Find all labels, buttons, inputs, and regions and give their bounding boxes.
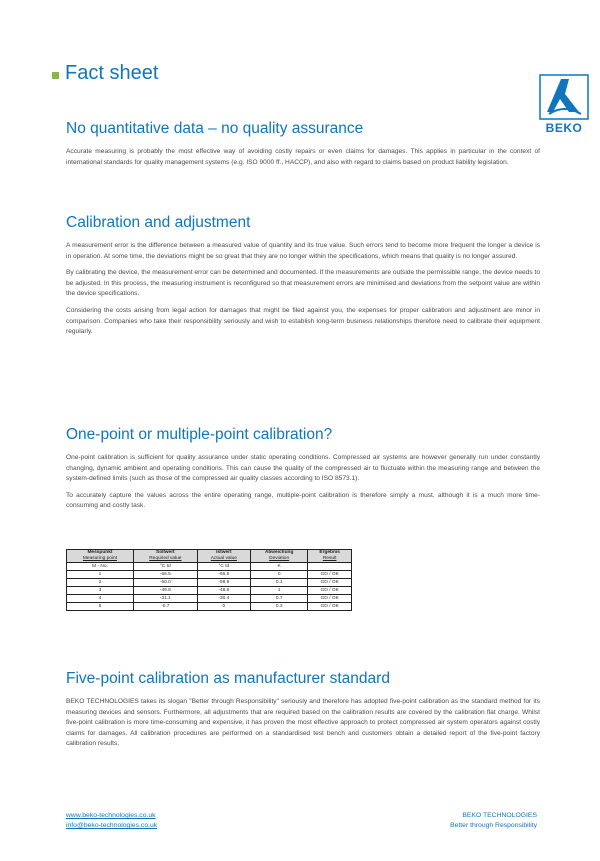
section-paragraph: To accurately capture the values across the entire operating range, multiple-point calibration is therefore simply a must, although it is a much more time-consuming and costly task. [66, 491, 540, 510]
table-cell: 3 [67, 587, 134, 595]
section-heading: One-point or multiple-point calibration? [66, 426, 333, 443]
company-slogan: Better through Responsibility [450, 822, 537, 829]
table-cell: 0.7 [250, 595, 307, 603]
table-cell: 5 [67, 603, 134, 611]
table-header-row [67, 550, 352, 563]
section-five-point-standard [66, 669, 540, 750]
email-link[interactable]: info@beko-technologies.co.uk [66, 822, 158, 829]
table-cell: GO / OK [308, 571, 352, 579]
section-paragraph: A measurement error is the difference between a measured value of quantity and its true value. Such errors tend to become more frequent the longer a device is in operation. At some time, the deviations might be so great that they are no longer within the specifications, which means that quality is no longer assured. [66, 242, 540, 260]
section-point-calibration [66, 425, 540, 512]
green-bullet-icon [52, 72, 59, 79]
section-quality-assurance [66, 119, 540, 168]
table-cell: -60.0 [133, 579, 197, 587]
table-header-cell: Istwert Actual value [197, 550, 250, 563]
website-link[interactable]: www.beko-technologies.co.uk [66, 812, 156, 819]
logo-text: BEKO [545, 121, 583, 135]
table-cell [308, 563, 352, 571]
section-paragraph: One-point calibration is sufficient for quality assurance under static operating conditions. Compressed air systems are however generally run under constantly changing, dynamic ambient and operating conditions. This can cause the quality of the compressed air to fluctuate within the measuring range and between the system-defined limits (such as those of the compressed air quality classes according to ISO 8573.1). [66, 454, 540, 483]
table-header-cell: Messpunkt Measuring point [67, 550, 134, 563]
table-row [67, 571, 352, 579]
table-row [67, 603, 352, 611]
section-heading: Five-point calibration as manufacturer standard [66, 670, 390, 687]
section-calibration-adjustment [66, 213, 540, 338]
table-cell: -66.5 [133, 571, 197, 579]
table-cell: 4 [67, 595, 134, 603]
table-cell: -30.4 [197, 595, 250, 603]
table-cell: 0.1 [250, 579, 307, 587]
table-row [67, 563, 352, 571]
table-cell: GO / OK [308, 587, 352, 595]
table-row [67, 595, 352, 603]
section-paragraph: By calibrating the device, the measurement error can be determined and documented. If the measurements are outside the permissible range, the device needs to be adjusted. In this process, the measuring instrument is reconfigured so that measurement errors are minimised and deviations from the setpoint value are within the device specifications. [66, 269, 540, 298]
section-paragraph: Considering the costs arising from legal action for damages that might be filed against you, the expenses for proper calibration and adjustment are minor in comparison. Companies who take their responsibility seriously and wish to establish long-term business relationships therefore need to calibrate their equipment regularly. [66, 306, 540, 336]
calibration-table [66, 549, 352, 611]
table-cell: 0 [250, 571, 307, 579]
footer-company [450, 811, 537, 831]
table-row [67, 579, 352, 587]
table-cell: 0 [197, 603, 250, 611]
table-cell: -66.5 [197, 571, 250, 579]
table-header-cell: Ergebnis Result [308, 550, 352, 563]
table-row [67, 587, 352, 595]
table-cell: 0.3 [250, 603, 307, 611]
table-header-cell: Abweichung Deviation [250, 550, 307, 563]
table-cell: -48.8 [197, 587, 250, 595]
table-cell: -59.9 [197, 579, 250, 587]
table-cell: K [250, 563, 307, 571]
beko-logo-icon [539, 74, 589, 120]
table-cell: 1 [250, 587, 307, 595]
section-paragraph: BEKO TECHNOLOGIES takes its slogan "Better through Responsibility" seriously and therefore has adopted five-point calibration as the standard method for its measuring devices and sensors. Furthermore, all adjustments that are required based on the calibration results are covered by the calibration flat charge. Whilst five-point calibration is more time-consuming and expensive, it has proven the most effective approach to protect compressed air system operators against costly claims for damages. All calibration procedures are performed on a standardised test bench and customers obtain a detailed report of the five-point factory calibration results. [66, 698, 540, 748]
table-cell: °C td [133, 563, 197, 571]
section-heading: No quantitative data – no quality assurance [66, 120, 364, 137]
beko-logo [539, 74, 589, 136]
footer-contact [66, 811, 157, 831]
table-cell: 1 [67, 571, 134, 579]
table-cell: M - No. [67, 563, 134, 571]
page-title: Fact sheet [65, 62, 159, 84]
section-paragraph: Accurate measuring is probably the most effective way of avoiding costly repairs or even claims for damages. This applies in particular in the context of international standards for quality management systems (e.g. ISO 9000 ff., HACCP), and also with regard to claims based on product liability legislation. [66, 148, 540, 166]
table-cell: GO / OK [308, 603, 352, 611]
table-cell: -49.8 [133, 587, 197, 595]
calibration-table-wrapper [66, 549, 352, 611]
table-cell: °C td [197, 563, 250, 571]
table-cell: GO / OK [308, 595, 352, 603]
table-cell: -31.1 [133, 595, 197, 603]
company-name: BEKO TECHNOLOGIES [462, 812, 537, 819]
section-heading: Calibration and adjustment [66, 214, 251, 231]
table-cell: -0.7 [133, 603, 197, 611]
table-header-cell: Sollwert Required value [133, 550, 197, 563]
table-cell: 2 [67, 579, 134, 587]
table-cell: GO / OK [308, 579, 352, 587]
